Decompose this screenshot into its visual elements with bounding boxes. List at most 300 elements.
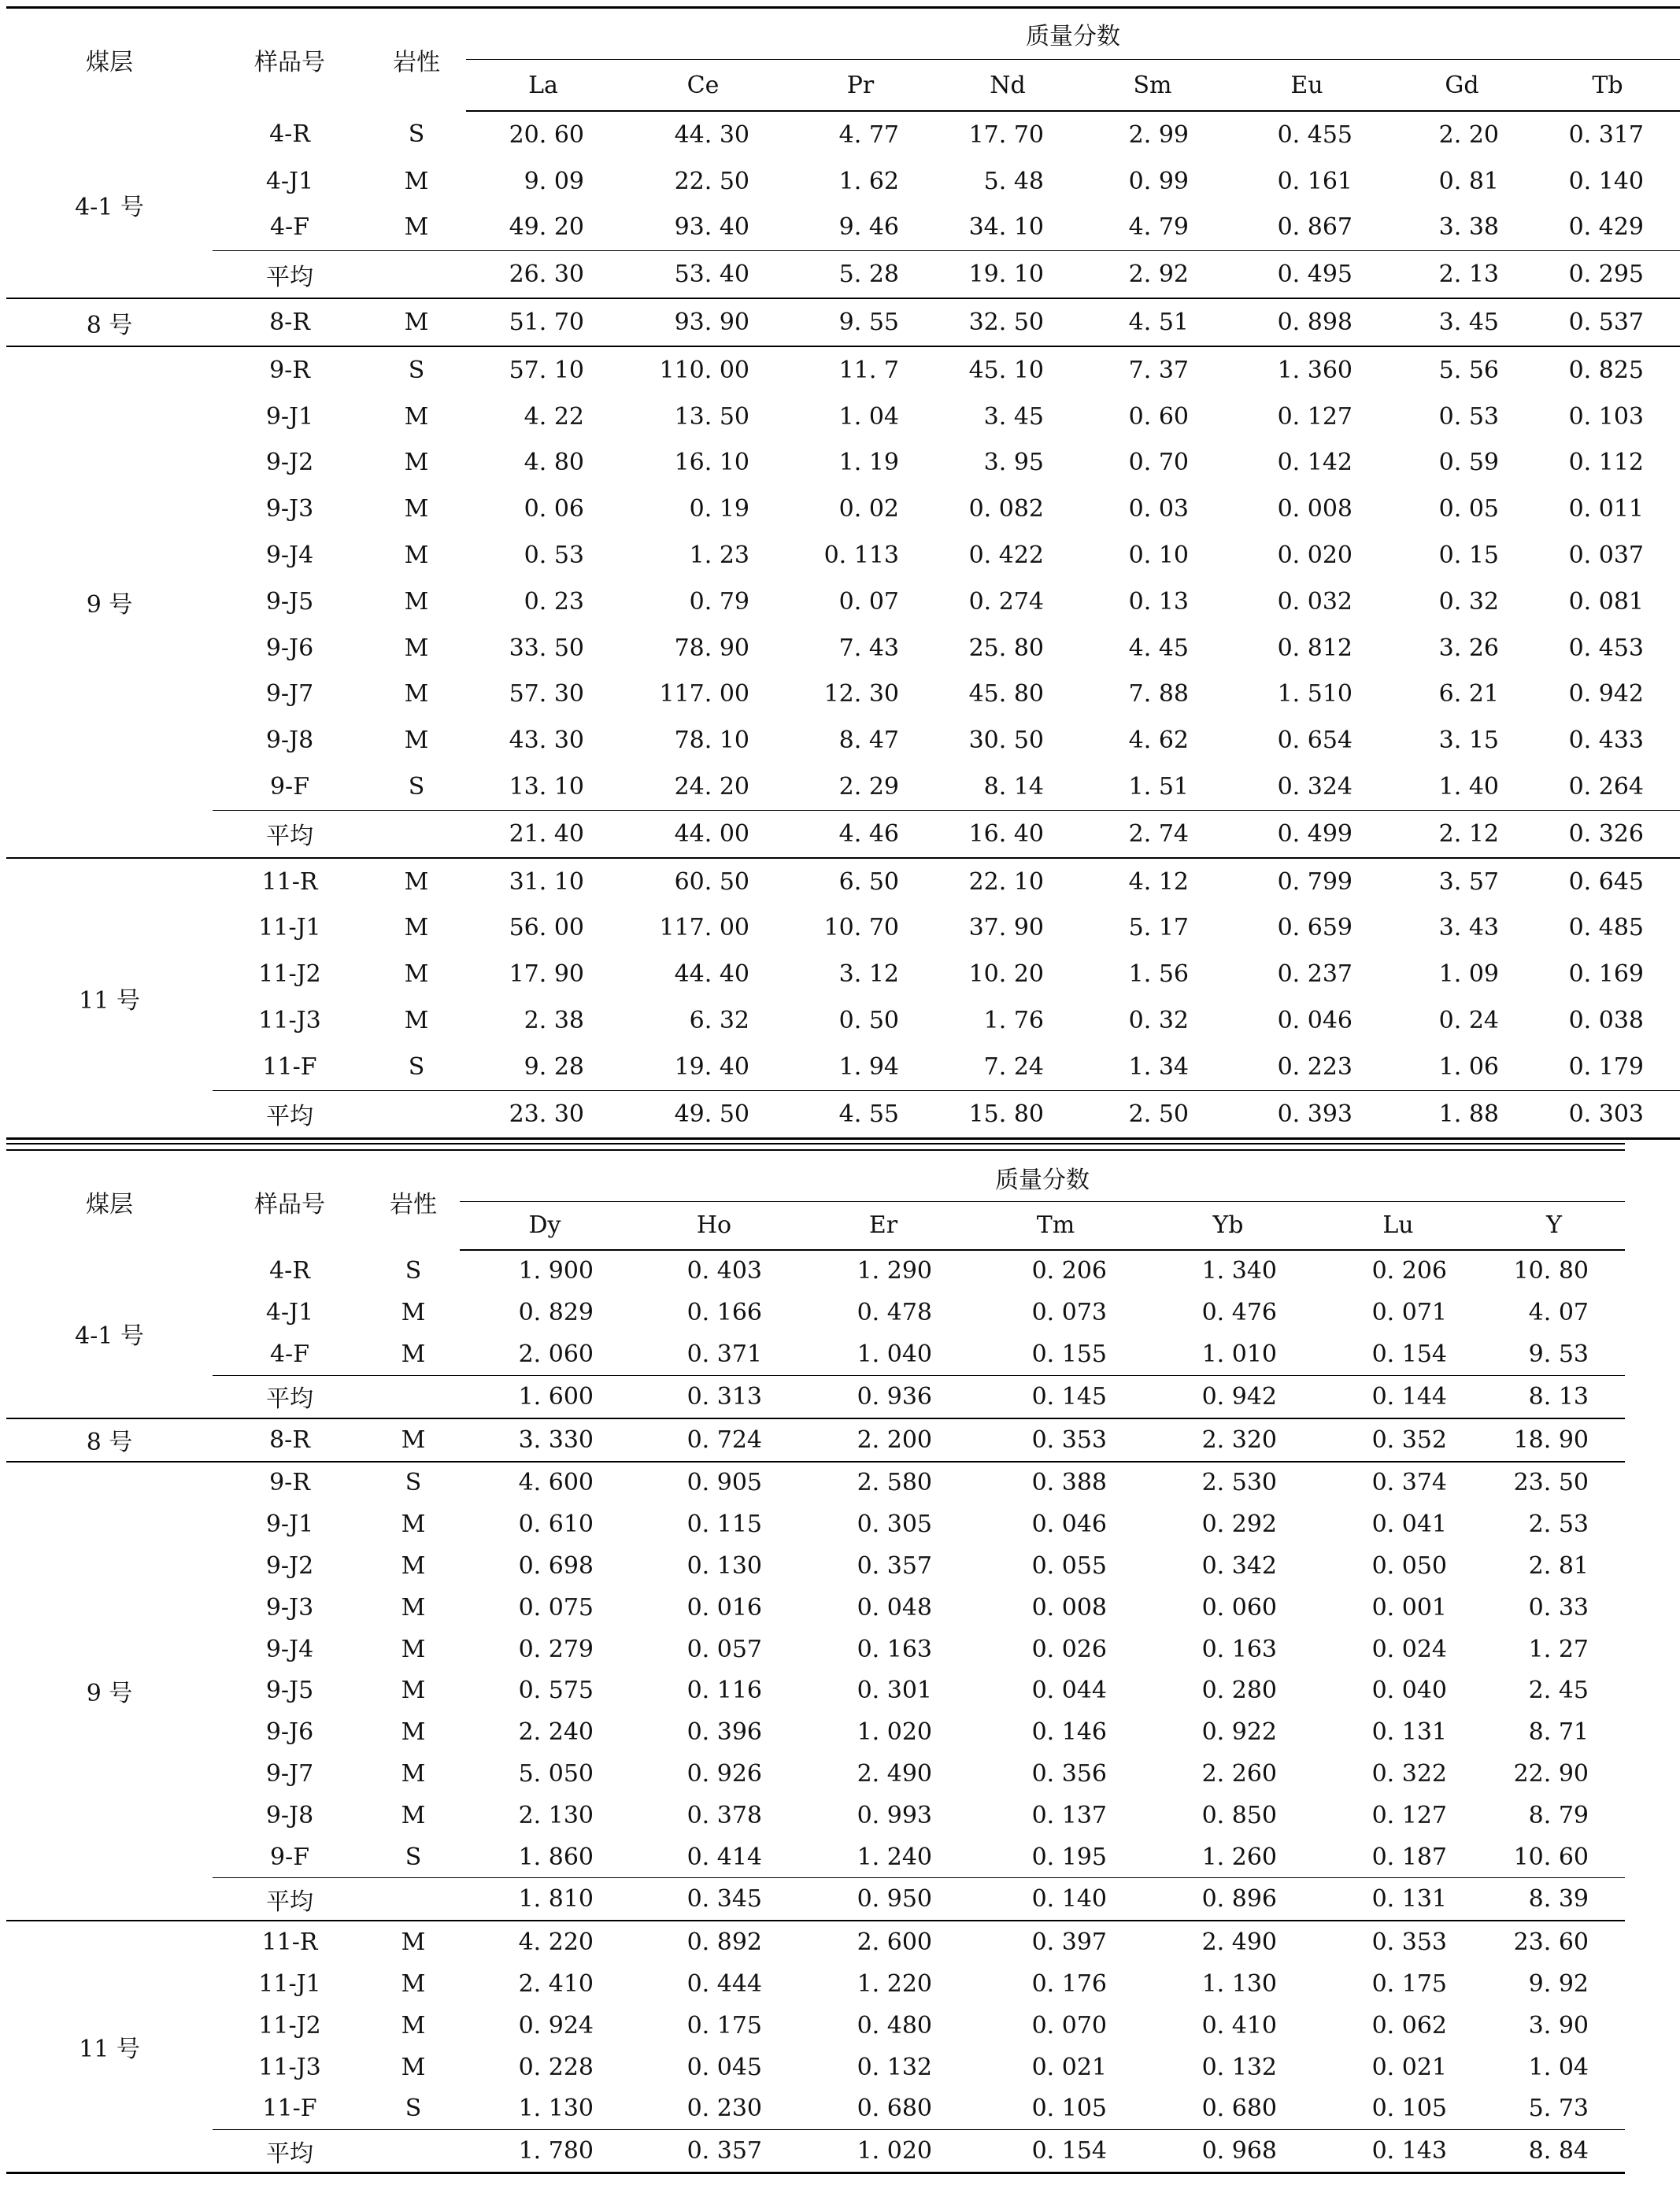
value-cell: 0. 132 — [1201, 2053, 1277, 2081]
sample-id: 9-J8 — [265, 727, 314, 755]
lithology: M — [401, 1801, 426, 1829]
value-cell: 2. 240 — [518, 1718, 594, 1747]
value-cell: 0. 071 — [1371, 1299, 1447, 1327]
value-cell: 8. 47 — [838, 727, 899, 755]
sample-id: 11-J2 — [258, 960, 321, 989]
average-value: 1. 88 — [1389, 1090, 1535, 1138]
table-row — [6, 205, 1680, 251]
value-cell: 4. 220 — [460, 1921, 630, 1963]
value-cell: 0. 352 — [1313, 1418, 1483, 1462]
average-value: 16. 40 — [935, 810, 1080, 857]
value-cell: 0. 476 — [1201, 1299, 1277, 1327]
table-row — [6, 158, 1680, 205]
sample-id: 8-R — [213, 1418, 367, 1462]
lithology: M — [404, 727, 429, 755]
sample-id: 9-J7 — [265, 680, 314, 708]
header-lithology: 岩性 — [390, 1190, 437, 1218]
value-cell: 0. 038 — [1568, 1007, 1644, 1035]
value-cell: 0. 021 — [1031, 2053, 1107, 2081]
value-cell: 0. 724 — [630, 1418, 798, 1462]
header-element: La — [466, 60, 620, 112]
value-cell: 0. 103 — [1568, 402, 1644, 431]
value-cell: 1. 27 — [1528, 1635, 1589, 1663]
value-cell: 0. 388 — [968, 1462, 1143, 1504]
value-cell: 7. 88 — [1128, 680, 1189, 708]
header-element: Ho — [630, 1201, 798, 1250]
header-element: Y — [1483, 1201, 1625, 1250]
value-cell: 0. 81 — [1438, 167, 1499, 195]
sample-id: 9-R — [213, 1462, 367, 1504]
value-cell: 0. 659 — [1277, 914, 1353, 942]
value-cell: 0. 026 — [1031, 1635, 1107, 1663]
value-cell: 0. 357 — [857, 1552, 932, 1580]
average-value: 8. 39 — [1483, 1878, 1625, 1921]
table-row — [6, 1044, 1680, 1090]
value-cell: 0. 317 — [1568, 120, 1644, 149]
lithology: M — [401, 1718, 426, 1747]
sample-id: 4-J1 — [265, 167, 314, 195]
average-label: 平均 — [213, 1878, 367, 1921]
value-cell: 1. 40 — [1438, 773, 1499, 801]
average-value: 1. 780 — [460, 2130, 630, 2173]
table-row — [6, 532, 1680, 579]
empty-cell — [367, 1375, 460, 1418]
average-value: 0. 313 — [630, 1375, 798, 1418]
value-cell: 7. 37 — [1080, 346, 1225, 394]
value-cell: 1. 260 — [1201, 1843, 1277, 1871]
average-value: 2. 74 — [1080, 810, 1225, 857]
average-value: 0. 942 — [1143, 1375, 1313, 1418]
value-cell: 1. 860 — [518, 1843, 594, 1871]
sample-id: 9-J6 — [265, 634, 314, 662]
value-cell: 0. 03 — [1128, 495, 1189, 523]
value-cell: 0. 073 — [1031, 1299, 1107, 1327]
value-cell: 57. 30 — [509, 680, 584, 708]
average-value: 53. 40 — [620, 251, 786, 298]
value-cell: 1. 240 — [857, 1843, 932, 1871]
value-cell: 13. 10 — [509, 773, 584, 801]
seam-label: 11 号 — [6, 858, 213, 1138]
header-seam: 煤层 — [6, 8, 213, 112]
seam-label: 4-1 号 — [75, 193, 144, 221]
table-row — [6, 346, 1680, 394]
average-value: 1. 600 — [460, 1375, 630, 1418]
average-value: 49. 50 — [620, 1090, 786, 1138]
value-cell: 2. 600 — [798, 1921, 968, 1963]
table-row — [6, 1921, 1625, 1963]
value-cell: 1. 34 — [1128, 1052, 1189, 1081]
value-cell: 1. 010 — [1201, 1341, 1277, 1369]
value-cell: 0. 292 — [1201, 1511, 1277, 1539]
value-cell: 0. 485 — [1568, 914, 1644, 942]
average-value: 4. 46 — [786, 810, 935, 857]
value-cell: 0. 169 — [1568, 960, 1644, 989]
value-cell: 0. 356 — [1031, 1759, 1107, 1788]
value-cell: 0. 163 — [1201, 1635, 1277, 1663]
value-cell: 13. 50 — [674, 402, 749, 431]
value-cell: 2. 320 — [1143, 1418, 1313, 1462]
value-cell: 0. 046 — [1031, 1511, 1107, 1539]
value-cell: 0. 161 — [1277, 167, 1353, 195]
empty-cell — [367, 251, 466, 298]
value-cell: 0. 127 — [1277, 402, 1353, 431]
table-row — [6, 1795, 1625, 1836]
table-row — [6, 764, 1680, 810]
lithology: M — [404, 449, 429, 477]
value-cell: 2. 81 — [1528, 1552, 1589, 1580]
value-cell: 0. 001 — [1371, 1593, 1447, 1622]
value-cell: 5. 050 — [518, 1759, 594, 1788]
value-cell: 32. 50 — [935, 298, 1080, 346]
table-row — [6, 905, 1680, 952]
average-value: 21. 40 — [466, 810, 620, 857]
sample-id: 9-J2 — [265, 1552, 314, 1580]
sample-id: 11-J2 — [258, 2011, 321, 2039]
header-element: Yb — [1143, 1201, 1313, 1250]
value-cell: 19. 40 — [674, 1052, 749, 1081]
lithology: M — [401, 1969, 426, 1998]
sample-id: 9-J3 — [265, 495, 314, 523]
value-cell: 0. 155 — [1031, 1341, 1107, 1369]
sample-id: 4-R — [269, 120, 310, 149]
average-value: 2. 12 — [1389, 810, 1535, 857]
value-cell: 10. 60 — [1513, 1843, 1589, 1871]
value-cell: 78. 90 — [674, 634, 749, 662]
average-value: 23. 30 — [466, 1090, 620, 1138]
value-cell: 0. 397 — [968, 1921, 1143, 1963]
value-cell: 0. 396 — [686, 1718, 762, 1747]
sample-id: 11-F — [262, 1052, 317, 1081]
sample-id: 9-J4 — [265, 1635, 314, 1663]
value-cell: 2. 260 — [1201, 1759, 1277, 1788]
sample-id: 4-J1 — [265, 1299, 314, 1327]
average-value: 5. 28 — [786, 251, 935, 298]
value-cell: 0. 301 — [857, 1677, 932, 1705]
lithology: M — [367, 858, 466, 905]
value-cell: 0. 044 — [1031, 1677, 1107, 1705]
value-cell: 1. 51 — [1128, 773, 1189, 801]
value-cell: 2. 38 — [524, 1007, 584, 1035]
value-cell: 0. 008 — [1031, 1593, 1107, 1622]
sample-id: 9-J1 — [265, 1511, 314, 1539]
value-cell: 2. 53 — [1528, 1511, 1589, 1539]
header-lithology: 岩性 — [367, 8, 466, 112]
sample-id: 9-J5 — [265, 587, 314, 616]
value-cell: 0. 654 — [1277, 727, 1353, 755]
table-row — [6, 2088, 1625, 2129]
sample-id: 8-R — [213, 298, 367, 346]
value-cell: 0. 15 — [1438, 542, 1499, 570]
value-cell: 0. 429 — [1568, 213, 1644, 242]
value-cell: 0. 924 — [518, 2011, 594, 2039]
value-cell: 0. 154 — [1371, 1341, 1447, 1369]
value-cell: 10. 80 — [1513, 1257, 1589, 1285]
sample-id: 4-F — [269, 213, 310, 242]
value-cell: 0. 23 — [524, 587, 584, 616]
average-value: 0. 968 — [1143, 2130, 1313, 2173]
value-cell: 3. 43 — [1438, 914, 1499, 942]
value-cell: 1. 900 — [518, 1257, 594, 1285]
lithology: M — [404, 495, 429, 523]
value-cell: 0. 187 — [1371, 1843, 1447, 1871]
value-cell: 45. 80 — [968, 680, 1044, 708]
value-cell: 0. 19 — [689, 495, 749, 523]
value-cell: 0. 537 — [1535, 298, 1680, 346]
value-cell: 0. 176 — [1031, 1969, 1107, 1998]
value-cell: 1. 040 — [857, 1341, 932, 1369]
header-element: Dy — [460, 1201, 630, 1250]
value-cell: 0. 444 — [686, 1969, 762, 1998]
value-cell: 4. 07 — [1528, 1299, 1589, 1327]
value-cell: 18. 90 — [1483, 1418, 1625, 1462]
lithology: S — [408, 120, 425, 149]
average-label: 平均 — [213, 2130, 367, 2173]
value-cell: 0. 166 — [686, 1299, 762, 1327]
value-cell: 0. 829 — [518, 1299, 594, 1327]
value-cell: 0. 062 — [1371, 2011, 1447, 2039]
value-cell: 0. 175 — [1371, 1969, 1447, 1998]
lithology: S — [367, 346, 466, 394]
table-row — [6, 625, 1680, 671]
table-row — [6, 1629, 1625, 1670]
value-cell: 0. 179 — [1568, 1052, 1644, 1081]
seam-label: 9 号 — [6, 1462, 213, 1921]
average-value: 0. 143 — [1313, 2130, 1483, 2173]
table-row — [6, 111, 1680, 158]
average-label: 平均 — [213, 1375, 367, 1418]
sample-id: 9-J8 — [265, 1801, 314, 1829]
value-cell: 5. 48 — [983, 167, 1044, 195]
value-cell: 0. 280 — [1201, 1677, 1277, 1705]
value-cell: 0. 378 — [686, 1801, 762, 1829]
average-value: 2. 92 — [1080, 251, 1225, 298]
lithology: S — [405, 1843, 422, 1871]
value-cell: 0. 06 — [524, 495, 584, 523]
header-element: Ce — [620, 60, 786, 112]
average-value: 8. 13 — [1483, 1375, 1625, 1418]
value-cell: 6. 50 — [786, 858, 935, 905]
sample-id: 9-J6 — [265, 1718, 314, 1747]
header-mass-fraction: 质量分数 — [466, 8, 1680, 60]
average-value: 44. 00 — [620, 810, 786, 857]
sample-id: 9-J3 — [265, 1593, 314, 1622]
value-cell: 0. 140 — [1568, 167, 1644, 195]
average-value: 15. 80 — [935, 1090, 1080, 1138]
value-cell: 0. 10 — [1128, 542, 1189, 570]
value-cell: 0. 680 — [1201, 2095, 1277, 2123]
average-row — [6, 810, 1680, 857]
table-row — [6, 440, 1680, 486]
value-cell: 4. 80 — [524, 449, 584, 477]
value-cell: 37. 90 — [968, 914, 1044, 942]
value-cell: 0. 127 — [1371, 1801, 1447, 1829]
value-cell: 0. 799 — [1225, 858, 1389, 905]
value-cell: 0. 453 — [1568, 634, 1644, 662]
lithology: M — [401, 1635, 426, 1663]
lithology: M — [404, 402, 429, 431]
sample-id: 11-F — [262, 2095, 317, 2123]
value-cell: 1. 130 — [1201, 1969, 1277, 1998]
table-row — [6, 1462, 1625, 1504]
value-cell: 0. 680 — [857, 2095, 932, 2123]
average-value: 0. 144 — [1313, 1375, 1483, 1418]
value-cell: 9. 92 — [1528, 1969, 1589, 1998]
value-cell: 4. 51 — [1080, 298, 1225, 346]
header-element: Tb — [1535, 60, 1680, 112]
value-cell: 1. 94 — [838, 1052, 899, 1081]
empty-cell — [367, 810, 466, 857]
average-value: 0. 357 — [630, 2130, 798, 2173]
average-value: 19. 10 — [935, 251, 1080, 298]
value-cell: 0. 048 — [857, 1593, 932, 1622]
table-row — [6, 671, 1680, 718]
lithology: M — [404, 213, 429, 242]
value-cell: 0. 175 — [686, 2011, 762, 2039]
value-cell: 1. 23 — [689, 542, 749, 570]
value-cell: 110. 00 — [620, 346, 786, 394]
value-cell: 0. 050 — [1371, 1552, 1447, 1580]
value-cell: 3. 26 — [1438, 634, 1499, 662]
lithology: M — [401, 1341, 426, 1369]
value-cell: 0. 478 — [857, 1299, 932, 1327]
table-row — [6, 1753, 1625, 1795]
value-cell: 0. 53 — [524, 542, 584, 570]
value-cell: 117. 00 — [659, 680, 749, 708]
value-cell: 30. 50 — [968, 727, 1044, 755]
sample-id: 9-J5 — [265, 1677, 314, 1705]
sample-id: 9-R — [213, 346, 367, 394]
value-cell: 0. 142 — [1277, 449, 1353, 477]
value-cell: 0. 081 — [1568, 587, 1644, 616]
value-cell: 1. 130 — [518, 2095, 594, 2123]
lithology: S — [405, 1256, 422, 1285]
value-cell: 0. 60 — [1128, 402, 1189, 431]
value-cell: 3. 95 — [983, 449, 1044, 477]
sample-id: 11-J3 — [258, 2053, 321, 2081]
value-cell: 0. 353 — [1313, 1921, 1483, 1963]
value-cell: 4. 600 — [460, 1462, 630, 1504]
header-mass-fraction: 质量分数 — [995, 1166, 1090, 1194]
value-cell: 0. 195 — [1031, 1843, 1107, 1871]
lithology: M — [404, 680, 429, 708]
lithology: M — [404, 542, 429, 570]
value-cell: 0. 825 — [1535, 346, 1680, 394]
header-element: Sm — [1080, 60, 1225, 112]
value-cell: 10. 20 — [968, 960, 1044, 989]
lithology: M — [404, 167, 429, 195]
seam-label: 8 号 — [6, 1418, 213, 1462]
average-label: 平均 — [213, 251, 367, 298]
value-cell: 0. 046 — [1277, 1007, 1353, 1035]
table-row — [6, 1836, 1625, 1878]
average-value: 8. 84 — [1483, 2130, 1625, 2173]
value-cell: 0. 922 — [1201, 1718, 1277, 1747]
table-row — [6, 1292, 1625, 1333]
value-cell: 0. 305 — [857, 1511, 932, 1539]
value-cell: 4. 79 — [1128, 213, 1189, 242]
table-row — [6, 1418, 1625, 1462]
table-row — [6, 717, 1680, 764]
value-cell: 5. 56 — [1389, 346, 1535, 394]
value-cell: 1. 09 — [1438, 960, 1499, 989]
value-cell: 2. 99 — [1128, 120, 1189, 149]
value-cell: 0. 32 — [1128, 1007, 1189, 1035]
value-cell: 1. 04 — [1528, 2053, 1589, 2081]
lithology: M — [401, 1511, 426, 1539]
value-cell: 1. 04 — [838, 402, 899, 431]
value-cell: 3. 45 — [983, 402, 1044, 431]
lithology: S — [408, 773, 425, 801]
value-cell: 0. 228 — [518, 2053, 594, 2081]
value-cell: 6. 21 — [1438, 680, 1499, 708]
average-row — [6, 1090, 1680, 1138]
sample-id: 4-F — [269, 1341, 310, 1369]
ree-table-part-2 — [6, 1154, 1625, 2175]
value-cell: 4. 62 — [1128, 727, 1189, 755]
value-cell: 5. 17 — [1128, 914, 1189, 942]
table-row — [6, 1333, 1625, 1375]
value-cell: 9. 46 — [838, 213, 899, 242]
value-cell: 0. 112 — [1568, 449, 1644, 477]
empty-cell — [367, 1878, 460, 1921]
value-cell: 0. 403 — [686, 1257, 762, 1285]
value-cell: 0. 060 — [1201, 1593, 1277, 1622]
sample-id: 11-J1 — [258, 914, 321, 942]
value-cell: 0. 59 — [1438, 449, 1499, 477]
value-cell: 0. 075 — [518, 1593, 594, 1622]
average-value: 2. 50 — [1080, 1090, 1225, 1138]
value-cell: 12. 30 — [823, 680, 899, 708]
value-cell: 22. 50 — [674, 167, 749, 195]
document-page — [6, 6, 1644, 2174]
average-value: 0. 295 — [1535, 251, 1680, 298]
value-cell: 0. 105 — [1031, 2095, 1107, 2123]
table-row — [6, 1711, 1625, 1753]
value-cell: 1. 06 — [1438, 1052, 1499, 1081]
value-cell: 3. 90 — [1528, 2011, 1589, 2039]
lithology: M — [367, 1418, 460, 1462]
table-row — [6, 298, 1680, 346]
value-cell: 0. 993 — [857, 1801, 932, 1829]
value-cell: 0. 33 — [1528, 1593, 1589, 1622]
value-cell: 0. 99 — [1128, 167, 1189, 195]
value-cell: 0. 237 — [1277, 960, 1353, 989]
seam-label: 9 号 — [6, 346, 213, 858]
value-cell: 45. 10 — [935, 346, 1080, 394]
sample-id: 9-J7 — [265, 1759, 314, 1788]
value-cell: 0. 045 — [686, 2053, 762, 2081]
value-cell: 0. 082 — [968, 495, 1044, 523]
average-row — [6, 2130, 1625, 2173]
average-value: 0. 326 — [1535, 810, 1680, 857]
value-cell: 0. 07 — [838, 587, 899, 616]
average-row — [6, 251, 1680, 298]
value-cell: 0. 905 — [630, 1462, 798, 1504]
value-cell: 2. 29 — [838, 773, 899, 801]
average-value: 4. 55 — [786, 1090, 935, 1138]
value-cell: 0. 130 — [686, 1552, 762, 1580]
lithology: M — [404, 634, 429, 662]
value-cell: 0. 021 — [1371, 2053, 1447, 2081]
value-cell: 0. 206 — [1031, 1257, 1107, 1285]
value-cell: 0. 020 — [1277, 542, 1353, 570]
average-value: 0. 950 — [798, 1878, 968, 1921]
average-value: 26. 30 — [466, 251, 620, 298]
value-cell: 2. 530 — [1143, 1462, 1313, 1504]
value-cell: 3. 57 — [1389, 858, 1535, 905]
lithology: M — [404, 960, 429, 989]
lithology: M — [401, 1299, 426, 1327]
